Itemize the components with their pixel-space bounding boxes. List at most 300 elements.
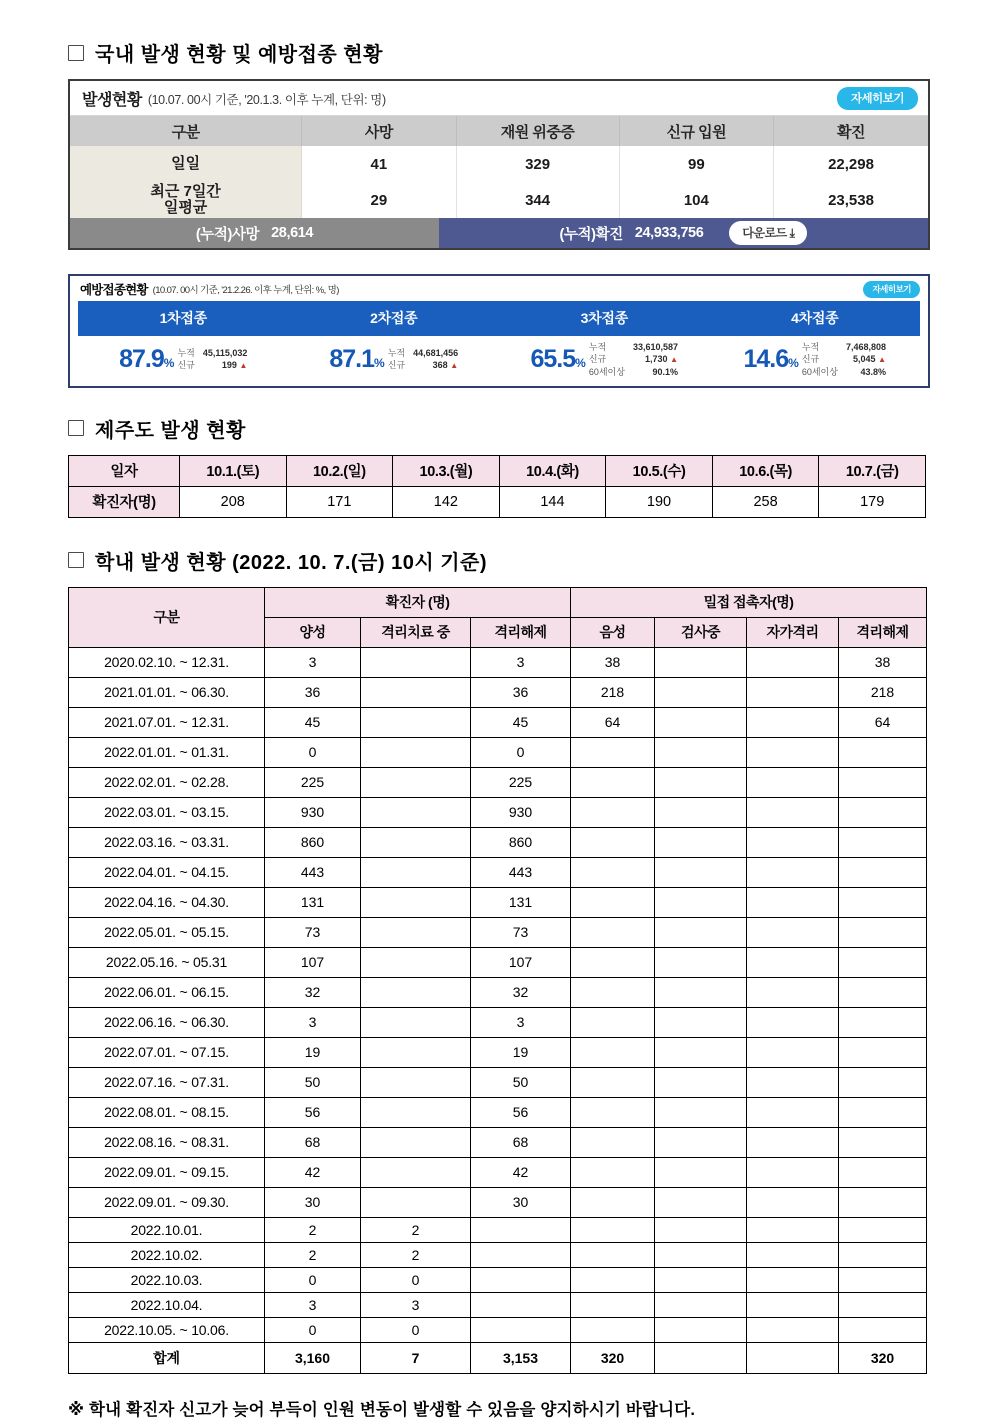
school-cell-in-isolation xyxy=(361,737,471,767)
jeju-header-row xyxy=(69,455,926,486)
school-group-header-row xyxy=(69,587,927,617)
table-row xyxy=(69,1157,927,1187)
table-row xyxy=(69,917,927,947)
dose-4-elderly-label: 60세이상 xyxy=(801,366,838,377)
school-cell-negative xyxy=(571,1157,655,1187)
jeju-table xyxy=(68,455,926,518)
dose-3-elderly-label: 60세이상 xyxy=(588,366,625,377)
dose-label-2: 2차접종 xyxy=(370,310,418,326)
school-cell-positive: 0 xyxy=(265,1317,361,1342)
school-cell-testing xyxy=(655,887,747,917)
school-cell-isolation-released: 32 xyxy=(471,977,571,1007)
dose-4-percent: 14.6% xyxy=(743,345,798,374)
school-cell-testing xyxy=(655,1267,747,1292)
jeju-col-d7: 10.7.(금) xyxy=(819,455,926,486)
dose-4-details xyxy=(802,342,886,378)
section-title-domestic: 국내 발생 현황 및 예방접종 현황 xyxy=(95,44,383,66)
school-cell-isolation-released xyxy=(471,1217,571,1242)
school-cell-testing xyxy=(655,707,747,737)
school-cell-in-isolation xyxy=(361,887,471,917)
school-cell-testing xyxy=(655,647,747,677)
school-cell-testing xyxy=(655,1292,747,1317)
school-cell-isolation-released: 3 xyxy=(471,1007,571,1037)
school-total-in-isolation: 7 xyxy=(361,1342,471,1373)
table-row xyxy=(69,737,927,767)
school-cell-positive: 930 xyxy=(265,797,361,827)
vaccination-dose-bar xyxy=(78,301,920,336)
section-title-jeju: 제주도 발생 현황 xyxy=(95,419,246,442)
dose-label-4: 4차접종 xyxy=(791,310,839,326)
school-cell-negative xyxy=(571,1292,655,1317)
school-cell-contact-released xyxy=(839,1067,927,1097)
school-cell-negative xyxy=(571,1097,655,1127)
kdca-daily-confirmed: 22,298 xyxy=(774,146,928,182)
school-cell-negative xyxy=(571,1037,655,1067)
school-cell-contact-released xyxy=(839,737,927,767)
school-cell-positive: 32 xyxy=(265,977,361,1007)
dose-3-new-label: 신규 xyxy=(588,354,607,365)
table-row xyxy=(69,857,927,887)
cumulative-death-label: (누적)사망 xyxy=(195,226,260,243)
dose-4-new-label: 신규 xyxy=(801,354,820,365)
table-row xyxy=(69,977,927,1007)
school-cell-isolation-released: 3 xyxy=(471,647,571,677)
table-row xyxy=(69,827,927,857)
school-cell-self-isolation xyxy=(747,1097,839,1127)
school-row-label: 2022.07.01. ~ 07.15. xyxy=(69,1037,265,1067)
dose-2-new-label: 신규 xyxy=(387,360,406,371)
table-row xyxy=(69,1217,927,1242)
kdca-row-label-weekly-avg-line2: 일평균 xyxy=(163,199,208,216)
school-group-confirmed: 확진자 (명) xyxy=(265,587,571,617)
kdca-row-label-daily: 일일 xyxy=(70,146,302,182)
table-row xyxy=(69,707,927,737)
school-cell-testing xyxy=(655,1037,747,1067)
school-cell-in-isolation xyxy=(361,797,471,827)
school-cell-testing xyxy=(655,947,747,977)
school-cell-self-isolation xyxy=(747,737,839,767)
school-cell-isolation-released: 131 xyxy=(471,887,571,917)
school-cell-testing xyxy=(655,1007,747,1037)
school-col-testing: 검사중 xyxy=(655,617,747,647)
kdca-col-new-admission: 신규 입원 xyxy=(619,116,773,146)
checkbox-icon xyxy=(68,552,84,568)
cumulative-confirmed-value: 24,933,756 xyxy=(634,225,704,241)
school-col-gubun: 구분 xyxy=(69,587,265,647)
jeju-col-d2: 10.2.(일) xyxy=(286,455,393,486)
dose-4-cumulative-label: 누적 xyxy=(801,342,820,352)
school-cell-self-isolation xyxy=(747,1067,839,1097)
vaccination-title: 예방접종현황 xyxy=(80,283,148,297)
school-cell-testing xyxy=(655,917,747,947)
section-heading-school xyxy=(68,546,932,575)
kdca-title: 발생현황 xyxy=(82,92,142,109)
school-cell-contact-released: 38 xyxy=(839,647,927,677)
school-cell-contact-released: 218 xyxy=(839,677,927,707)
school-cell-self-isolation xyxy=(747,767,839,797)
school-cell-self-isolation xyxy=(747,947,839,977)
school-cell-testing xyxy=(655,977,747,1007)
school-cell-contact-released xyxy=(839,827,927,857)
school-row-label: 2022.10.02. xyxy=(69,1242,265,1267)
school-cell-positive: 2 xyxy=(265,1242,361,1267)
dose-2-new-value: 368 ▲ xyxy=(432,360,459,371)
jeju-value-d2: 171 xyxy=(286,486,393,517)
cumulative-confirmed-label: (누적)확진 xyxy=(559,226,623,243)
cumulative-death-block xyxy=(70,218,439,248)
school-cell-self-isolation xyxy=(747,1267,839,1292)
school-col-contact-released: 격리해제 xyxy=(839,617,927,647)
school-cell-negative xyxy=(571,1217,655,1242)
school-col-self-isolation: 자가격리 xyxy=(747,617,839,647)
kdca-row-label-weekly-avg xyxy=(70,182,302,218)
school-cell-positive: 3 xyxy=(265,1007,361,1037)
school-cell-testing xyxy=(655,857,747,887)
school-cell-positive: 3 xyxy=(265,1292,361,1317)
table-row xyxy=(69,1267,927,1292)
school-cell-negative xyxy=(571,977,655,1007)
school-cell-testing xyxy=(655,737,747,767)
dose-cell-3 xyxy=(499,342,710,378)
school-cell-contact-released xyxy=(839,887,927,917)
school-cell-self-isolation xyxy=(747,797,839,827)
school-cell-contact-released xyxy=(839,1187,927,1217)
school-cell-testing xyxy=(655,797,747,827)
school-row-label: 2022.03.01. ~ 03.15. xyxy=(69,797,265,827)
jeju-col-d5: 10.5.(수) xyxy=(606,455,713,486)
school-cell-negative xyxy=(571,1067,655,1097)
school-col-in-isolation: 격리치료 중 xyxy=(361,617,471,647)
school-cell-negative: 218 xyxy=(571,677,655,707)
jeju-value-d5: 190 xyxy=(606,486,713,517)
school-row-label: 2022.05.16. ~ 05.31 xyxy=(69,947,265,977)
jeju-col-date: 일자 xyxy=(69,455,180,486)
table-row xyxy=(70,146,928,182)
dose-3-details xyxy=(589,342,678,378)
school-cell-self-isolation xyxy=(747,1127,839,1157)
school-cell-self-isolation xyxy=(747,707,839,737)
table-row xyxy=(69,1067,927,1097)
dose-cell-4 xyxy=(710,342,921,378)
kdca-col-gubun: 구분 xyxy=(70,116,302,146)
school-cell-self-isolation xyxy=(747,917,839,947)
school-cell-positive: 19 xyxy=(265,1037,361,1067)
kdca-detail-button[interactable]: 자세히보기 xyxy=(837,87,918,110)
school-cell-in-isolation xyxy=(361,1007,471,1037)
school-total-testing xyxy=(655,1342,747,1373)
school-cell-contact-released xyxy=(839,1267,927,1292)
school-cell-positive: 0 xyxy=(265,737,361,767)
school-cell-in-isolation xyxy=(361,1037,471,1067)
dose-3-new-value: 1,730 ▲ xyxy=(645,354,678,365)
school-cell-contact-released xyxy=(839,1007,927,1037)
school-cell-isolation-released: 930 xyxy=(471,797,571,827)
school-cell-isolation-released: 56 xyxy=(471,1097,571,1127)
dose-2-cumulative-value: 44,681,456 xyxy=(413,348,459,359)
school-cell-in-isolation: 0 xyxy=(361,1317,471,1342)
jeju-col-d4: 10.4.(화) xyxy=(499,455,606,486)
school-cell-in-isolation xyxy=(361,947,471,977)
school-cell-positive: 42 xyxy=(265,1157,361,1187)
section-heading-domestic xyxy=(68,38,932,67)
school-cell-self-isolation xyxy=(747,1187,839,1217)
school-cell-in-isolation: 2 xyxy=(361,1242,471,1267)
jeju-col-d6: 10.6.(목) xyxy=(712,455,819,486)
school-row-label: 2022.01.01. ~ 01.31. xyxy=(69,737,265,767)
school-cell-isolation-released: 443 xyxy=(471,857,571,887)
table-row xyxy=(70,182,928,218)
school-cell-isolation-released xyxy=(471,1267,571,1292)
dose-4-elderly-value: 43.8% xyxy=(860,366,886,377)
school-group-contacts: 밀접 접촉자(명) xyxy=(571,587,927,617)
checkbox-icon xyxy=(68,45,84,61)
school-cell-testing xyxy=(655,677,747,707)
dose-2-details xyxy=(388,348,458,372)
school-cell-positive: 73 xyxy=(265,917,361,947)
school-row-label: 2022.02.01. ~ 02.28. xyxy=(69,767,265,797)
school-cell-testing xyxy=(655,1217,747,1242)
school-table-foot xyxy=(69,1342,927,1373)
dose-label-1: 1차접종 xyxy=(159,310,207,326)
school-total-positive: 3,160 xyxy=(265,1342,361,1373)
jeju-col-d1: 10.1.(토) xyxy=(180,455,287,486)
school-row-label: 2022.07.16. ~ 07.31. xyxy=(69,1067,265,1097)
school-cell-self-isolation xyxy=(747,977,839,1007)
school-cell-testing xyxy=(655,1242,747,1267)
school-cell-self-isolation xyxy=(747,1242,839,1267)
school-cell-self-isolation xyxy=(747,647,839,677)
school-cell-positive: 50 xyxy=(265,1067,361,1097)
school-cell-in-isolation xyxy=(361,1127,471,1157)
school-cell-positive: 107 xyxy=(265,947,361,977)
school-row-label: 2022.06.01. ~ 06.15. xyxy=(69,977,265,1007)
school-cell-negative xyxy=(571,1127,655,1157)
school-cell-isolation-released: 225 xyxy=(471,767,571,797)
school-row-label: 2022.03.16. ~ 03.31. xyxy=(69,827,265,857)
table-row xyxy=(69,1242,927,1267)
school-cell-isolation-released xyxy=(471,1292,571,1317)
kdca-weekly-death: 29 xyxy=(302,182,456,218)
dose-cell-2 xyxy=(289,342,500,378)
school-cell-negative xyxy=(571,887,655,917)
table-row xyxy=(69,767,927,797)
kdca-col-death: 사망 xyxy=(302,116,456,146)
table-row xyxy=(69,677,927,707)
school-cell-self-isolation xyxy=(747,1157,839,1187)
school-row-label: 2022.04.16. ~ 04.30. xyxy=(69,887,265,917)
school-cell-contact-released xyxy=(839,1317,927,1342)
dose-1-cumulative-value: 45,115,032 xyxy=(202,348,248,359)
school-row-label: 2022.05.01. ~ 05.15. xyxy=(69,917,265,947)
school-table-body xyxy=(69,647,927,1342)
school-cell-isolation-released: 42 xyxy=(471,1157,571,1187)
school-cell-isolation-released: 30 xyxy=(471,1187,571,1217)
school-cell-contact-released xyxy=(839,1097,927,1127)
table-row xyxy=(69,647,927,677)
school-cell-positive: 30 xyxy=(265,1187,361,1217)
school-cell-in-isolation xyxy=(361,767,471,797)
school-cell-contact-released xyxy=(839,917,927,947)
dose-1-percent: 87.9% xyxy=(119,345,174,374)
dose-3-percent: 65.5% xyxy=(530,345,585,374)
dose-3-cumulative-value: 33,610,587 xyxy=(632,342,678,352)
school-cell-in-isolation xyxy=(361,1187,471,1217)
school-cell-negative: 64 xyxy=(571,707,655,737)
dose-1-new-label: 신규 xyxy=(177,360,195,371)
dose-label-3: 3차접종 xyxy=(580,310,628,326)
dose-cell-1 xyxy=(78,342,289,378)
jeju-value-d3: 142 xyxy=(393,486,500,517)
table-row xyxy=(69,947,927,977)
vaccination-values-row xyxy=(70,336,928,386)
school-cell-testing xyxy=(655,1067,747,1097)
school-cell-positive: 36 xyxy=(265,677,361,707)
kdca-col-confirmed: 확진 xyxy=(774,116,928,146)
school-cell-isolation-released: 0 xyxy=(471,737,571,767)
footnote: ※ 학내 확진자 신고가 늦어 부득이 인원 변동이 발생할 수 있음을 양지하시기 바랍니다. xyxy=(68,1400,696,1419)
school-cell-in-isolation xyxy=(361,857,471,887)
school-cell-negative xyxy=(571,797,655,827)
school-total-self-isolation xyxy=(747,1342,839,1373)
school-cell-positive: 225 xyxy=(265,767,361,797)
vaccination-card-header xyxy=(70,276,928,301)
vaccination-status-card xyxy=(68,274,930,388)
school-cell-positive: 0 xyxy=(265,1267,361,1292)
school-cell-testing xyxy=(655,767,747,797)
table-row xyxy=(69,1007,927,1037)
download-button[interactable]: 다운로드 ⤓ xyxy=(729,221,807,245)
school-cell-testing xyxy=(655,1127,747,1157)
school-cell-negative xyxy=(571,1007,655,1037)
kdca-row-label-weekly-avg-line1: 최근 7일간 xyxy=(150,183,221,201)
jeju-col-d3: 10.3.(월) xyxy=(393,455,500,486)
school-cell-self-isolation xyxy=(747,1217,839,1242)
school-cell-negative xyxy=(571,1267,655,1292)
school-cell-isolation-released: 107 xyxy=(471,947,571,977)
school-cell-self-isolation xyxy=(747,1037,839,1067)
section-heading-jeju xyxy=(68,414,932,443)
school-total-isolation-released: 3,153 xyxy=(471,1342,571,1373)
kdca-daily-new-admission: 99 xyxy=(619,146,773,182)
school-cell-in-isolation xyxy=(361,1097,471,1127)
school-cell-negative xyxy=(571,737,655,767)
checkbox-icon xyxy=(68,420,84,436)
vaccination-subtitle: (10.07. 00시 기준, '21.2.26. 이후 누계, 단위: %, 명) xyxy=(152,285,339,296)
school-cell-in-isolation xyxy=(361,977,471,1007)
kdca-cumulative-bar xyxy=(70,218,928,248)
school-row-label: 2022.08.16. ~ 08.31. xyxy=(69,1127,265,1157)
dose-4-new-value: 5,045 ▲ xyxy=(853,354,886,365)
school-cell-contact-released xyxy=(839,797,927,827)
cumulative-confirmed-block xyxy=(439,218,928,248)
table-row xyxy=(69,1317,927,1342)
school-cell-in-isolation xyxy=(361,1067,471,1097)
school-row-label: 2022.09.01. ~ 09.30. xyxy=(69,1187,265,1217)
kdca-header-row xyxy=(70,116,928,146)
vaccination-detail-button[interactable]: 자세히보기 xyxy=(863,281,920,298)
dose-4-cumulative-value: 7,468,808 xyxy=(845,342,886,352)
school-total-row xyxy=(69,1342,927,1373)
school-row-label: 2022.10.05. ~ 10.06. xyxy=(69,1317,265,1342)
school-cell-self-isolation xyxy=(747,857,839,887)
school-cell-testing xyxy=(655,1097,747,1127)
school-cell-in-isolation xyxy=(361,677,471,707)
school-cell-positive: 68 xyxy=(265,1127,361,1157)
school-cell-isolation-released: 50 xyxy=(471,1067,571,1097)
school-cell-in-isolation xyxy=(361,647,471,677)
school-row-label: 2021.01.01. ~ 06.30. xyxy=(69,677,265,707)
school-total-contact-released: 320 xyxy=(839,1342,927,1373)
school-cell-in-isolation: 2 xyxy=(361,1217,471,1242)
school-col-positive: 양성 xyxy=(265,617,361,647)
table-row xyxy=(69,486,926,517)
kdca-table xyxy=(70,116,928,218)
school-cell-self-isolation xyxy=(747,1292,839,1317)
school-cell-self-isolation xyxy=(747,827,839,857)
dose-2-cumulative-label: 누적 xyxy=(387,348,406,359)
section-title-school: 학내 발생 현황 (2022. 10. 7.(금) 10시 기준) xyxy=(95,551,488,574)
table-row xyxy=(69,887,927,917)
school-row-label: 2022.10.01. xyxy=(69,1217,265,1242)
dose-1-details xyxy=(177,348,247,372)
school-cell-testing xyxy=(655,1157,747,1187)
kdca-card-header xyxy=(70,81,928,116)
dose-1-new-value: 199 ▲ xyxy=(221,360,248,371)
school-cell-negative xyxy=(571,917,655,947)
school-cell-self-isolation xyxy=(747,1317,839,1342)
school-row-label: 2020.02.10. ~ 12.31. xyxy=(69,647,265,677)
school-row-label: 2022.08.01. ~ 08.15. xyxy=(69,1097,265,1127)
table-row xyxy=(69,1187,927,1217)
school-cell-in-isolation xyxy=(361,707,471,737)
school-cell-positive: 131 xyxy=(265,887,361,917)
school-total-label: 합계 xyxy=(69,1342,265,1373)
school-cell-positive: 3 xyxy=(265,647,361,677)
school-cell-contact-released xyxy=(839,857,927,887)
school-cell-in-isolation: 3 xyxy=(361,1292,471,1317)
school-cell-testing xyxy=(655,1187,747,1217)
table-row xyxy=(69,1292,927,1317)
school-cell-contact-released xyxy=(839,1217,927,1242)
school-cell-contact-released xyxy=(839,1127,927,1157)
school-cell-negative xyxy=(571,767,655,797)
table-row xyxy=(69,1127,927,1157)
school-cell-contact-released xyxy=(839,1037,927,1067)
school-cell-contact-released xyxy=(839,1157,927,1187)
school-row-label: 2022.04.01. ~ 04.15. xyxy=(69,857,265,887)
jeju-value-d4: 144 xyxy=(499,486,606,517)
school-cell-isolation-released: 68 xyxy=(471,1127,571,1157)
school-cell-contact-released xyxy=(839,977,927,1007)
school-row-label: 2022.06.16. ~ 06.30. xyxy=(69,1007,265,1037)
school-cell-negative xyxy=(571,1187,655,1217)
school-cell-contact-released xyxy=(839,1292,927,1317)
school-col-negative: 음성 xyxy=(571,617,655,647)
school-cell-negative: 38 xyxy=(571,647,655,677)
school-cell-contact-released xyxy=(839,767,927,797)
table-row xyxy=(69,1097,927,1127)
dose-2-percent: 87.1% xyxy=(329,345,384,374)
school-cell-negative xyxy=(571,827,655,857)
school-cell-positive: 2 xyxy=(265,1217,361,1242)
kdca-weekly-new-admission: 104 xyxy=(619,182,773,218)
kdca-daily-critical: 329 xyxy=(456,146,619,182)
cumulative-death-value: 28,614 xyxy=(271,225,314,241)
school-cell-isolation-released: 73 xyxy=(471,917,571,947)
jeju-row-label: 확진자(명) xyxy=(69,486,180,517)
kdca-weekly-critical: 344 xyxy=(456,182,619,218)
kdca-col-critical: 재원 위중증 xyxy=(456,116,619,146)
